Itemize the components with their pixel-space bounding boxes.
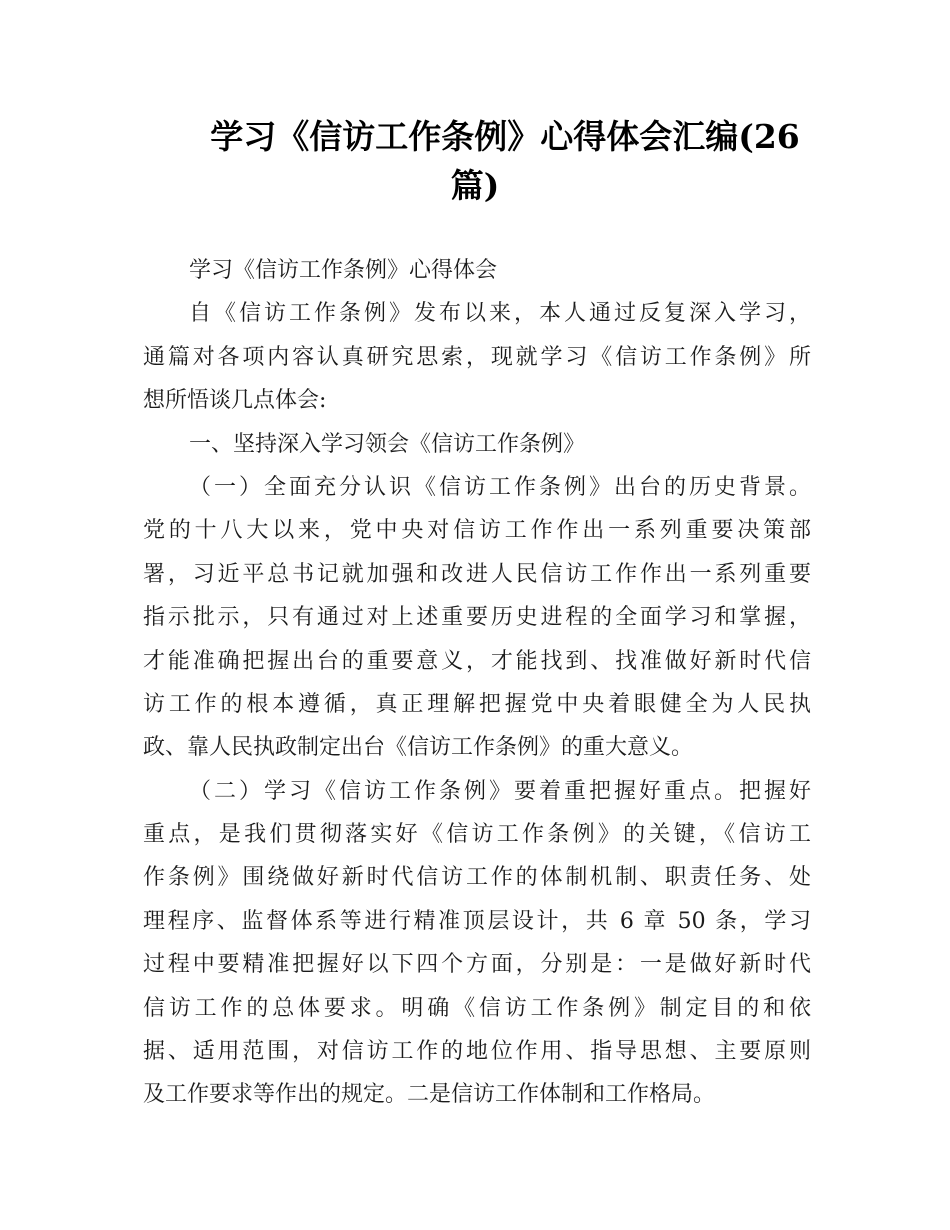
title-line-1: 学习《信访工作条例》心得体会汇编(26 — [210, 117, 800, 156]
text-line: 信访工作的总体要求。明确《信访工作条例》制定目的和依 — [143, 995, 811, 1021]
text-line: （二）学习《信访工作条例》要着重把握好重点。把握好 — [189, 778, 811, 804]
document-title — [140, 112, 810, 210]
text-line: 访工作的根本遵循，真正理解把握党中央着眼健全为人民执 — [143, 691, 811, 717]
text-line: 及工作要求等作出的规定。二是信访工作体制和工作格局。 — [143, 1082, 716, 1108]
text-line: 重点，是我们贯彻落实好《信访工作条例》的关键，《信访工 — [143, 822, 811, 848]
text-line: 过程中要精准把握好以下四个方面，分别是：一是做好新时代 — [143, 952, 811, 978]
text-line: 署，习近平总书记就加强和改进人民信访工作作出一系列重要 — [143, 561, 811, 587]
text-line: 想所悟谈几点体会: — [143, 388, 327, 414]
text-line: 政、靠人民执政制定出台《信访工作条例》的重大意义。 — [143, 735, 694, 761]
title-line-2: 篇) — [450, 166, 500, 205]
text-line: 通篇对各项内容认真研究思索，现就学习《信访工作条例》所 — [143, 344, 811, 370]
text-line: 指示批示，只有通过对上述重要历史进程的全面学习和掌握， — [143, 605, 811, 631]
text-line: （一）全面充分认识《信访工作条例》出台的历史背景。 — [189, 474, 811, 500]
text-line: 自《信访工作条例》发布以来，本人通过反复深入学习， — [189, 301, 811, 327]
text-line: 作条例》围绕做好新时代信访工作的体制机制、职责任务、处 — [143, 865, 811, 891]
text-line: 理程序、监督体系等进行精准顶层设计，共 6 章 50 条，学习 — [143, 908, 811, 934]
document-body — [143, 249, 811, 1117]
text-line: 一、坚持深入学习领会《信访工作条例》 — [189, 431, 586, 457]
text-line: 学习《信访工作条例》心得体会 — [189, 258, 498, 283]
text-line: 据、适用范围，对信访工作的地位作用、指导思想、主要原则 — [143, 1039, 811, 1065]
text-line: 才能准确把握出台的重要意义，才能找到、找准做好新时代信 — [143, 648, 811, 674]
text-line: 党的十八大以来，党中央对信访工作作出一系列重要决策部 — [143, 518, 811, 544]
